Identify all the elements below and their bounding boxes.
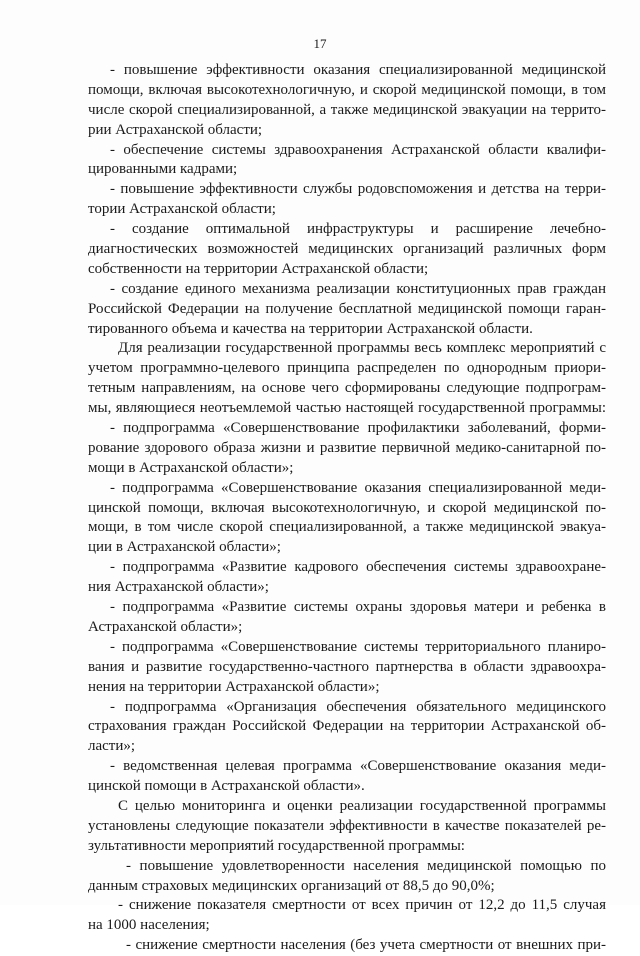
- text-line: ции в Астраханской области»;: [88, 539, 281, 556]
- text-line: - ведомственная целевая программа «Совершенствование оказания меди-: [110, 758, 606, 775]
- text-line: - подпрограмма «Совершенствование системы территориального планиро-: [110, 638, 606, 655]
- page-number: 17: [313, 36, 327, 51]
- text-line: цинской помощи, включая высокотехнологичную, и скорой медицинской по-: [88, 499, 606, 516]
- text-line: нения на территории Астраханской области»;: [88, 678, 380, 695]
- text-line: мощи в Астраханской области»;: [88, 459, 294, 476]
- text-line: - повышение удовлетворенности населения медицинской помощью по: [126, 857, 606, 874]
- text-line: помощи, включая высокотехнологичную, и скорой медицинской помощи, в том: [88, 81, 606, 98]
- text-line: цинской помощи в Астраханской области».: [88, 778, 365, 795]
- text-line: зультативности мероприятий государственной программы:: [88, 837, 465, 854]
- text-line: - повышение эффективности оказания специализированной медицинской: [110, 62, 606, 78]
- text-line: - подпрограмма «Развитие системы охраны здоровья матери и ребенка в: [110, 599, 606, 616]
- document-body: [88, 61, 606, 956]
- text-line: - повышение эффективности службы родовспоможения и детства на терри-: [110, 181, 606, 198]
- text-line: установлены следующие показатели эффективности в качестве показателей ре-: [88, 817, 606, 834]
- text-line: на 1000 населения;: [88, 917, 210, 934]
- text-line: тории Астраханской области;: [88, 201, 276, 218]
- text-line: тированного объема и качества на территории Астраханской области.: [88, 320, 533, 337]
- text-line: диагностических возможностей медицинских организаций различных форм: [88, 241, 606, 258]
- text-line: мощи, в том числе скорой специализированной, а также медицинской эвакуа-: [88, 519, 606, 536]
- text-line: - обеспечение системы здравоохранения Астраханской области квалифи-: [110, 141, 606, 158]
- text-line: ласти»;: [88, 738, 136, 755]
- text-line: числе скорой специализированной, а также медицинской эвакуации на террито-: [88, 101, 606, 118]
- text-line: Для реализации государственной программы весь комплекс мероприятий с: [118, 340, 606, 357]
- text-line: тетным направлениям, на основе чего сформированы следующие подпрограм-: [88, 380, 606, 397]
- text-line: - создание оптимальной инфраструктуры и расширение лечебно-: [110, 221, 606, 238]
- text-line: рование здорового образа жизни и развитие первичной медико-санитарной по-: [88, 439, 606, 456]
- text-line: собственности на территории Астраханской области;: [88, 260, 429, 277]
- text-line: - создание единого механизма реализации конституционных прав граждан: [110, 280, 606, 297]
- text-line: вания и развитие государственно-частного партнерства в области здравоохра-: [88, 658, 606, 675]
- text-line: мы, являющиеся неотъемлемой частью настоящей государственной программы:: [88, 400, 606, 417]
- text-line: цированными кадрами;: [88, 161, 238, 178]
- text-line: С целью мониторинга и оценки реализации государственной программы: [118, 797, 606, 814]
- text-line: Российской Федерации на получение бесплатной медицинской помощи гаран-: [88, 300, 606, 317]
- text-line: - снижение смертности населения (без учета смертности от внешних при-: [126, 937, 606, 954]
- text-line: - подпрограмма «Совершенствование оказания специализированной меди-: [110, 479, 606, 496]
- text-line: страхования граждан Российской Федерации на территории Астраханской об-: [88, 718, 606, 735]
- text-line: - подпрограмма «Развитие кадрового обеспечения системы здравоохране-: [110, 559, 606, 576]
- text-line: - подпрограмма «Совершенствование профилактики заболеваний, форми-: [110, 420, 606, 437]
- text-line: данным страховых медицинских организаций от 88,5 до 90,0%;: [88, 877, 495, 894]
- text-line: учетом программно-целевого принципа распределен по однородным приори-: [88, 360, 606, 377]
- text-line: - подпрограмма «Организация обеспечения обязательного медицинского: [110, 698, 606, 715]
- text-line: рии Астраханской области;: [88, 121, 263, 138]
- text-line: - снижение показателя смертности от всех причин от 12,2 до 11,5 случая: [118, 897, 606, 914]
- text-line: ния Астраханской области»;: [88, 579, 269, 596]
- text-line: Астраханской области»;: [88, 618, 243, 635]
